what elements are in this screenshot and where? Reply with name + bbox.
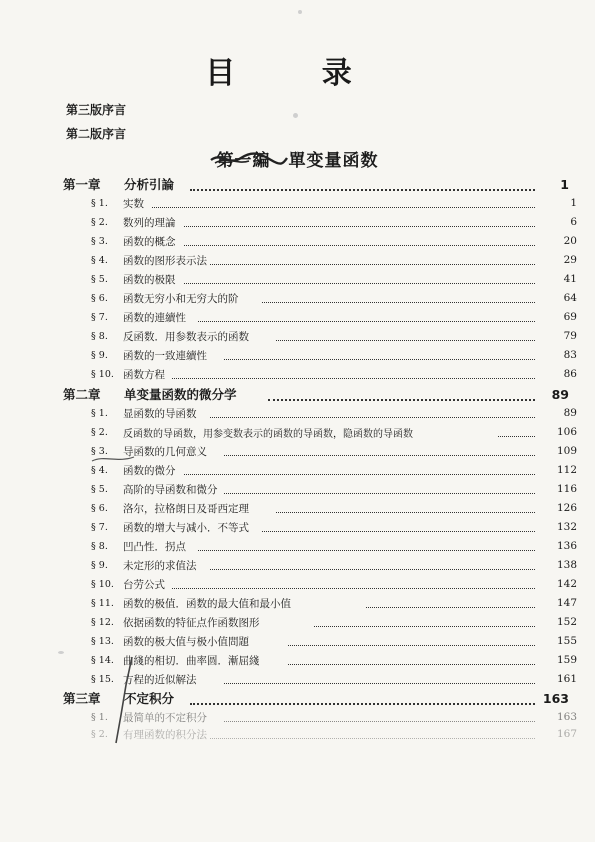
section-number: § 14.	[91, 654, 114, 666]
toc-section[interactable]	[0, 556, 595, 574]
toc-section[interactable]	[0, 518, 595, 536]
page-number: 79	[563, 330, 577, 342]
part-title	[213, 146, 383, 171]
section-label: 最简单的不定积分	[123, 711, 207, 724]
page-number: 83	[563, 349, 577, 361]
section-label: 函数的增大与减小．不等式	[123, 521, 249, 534]
page-number: 1	[560, 176, 569, 192]
section-label: 导函数的几何意义	[123, 445, 207, 458]
toc-section[interactable]	[0, 365, 595, 383]
page-number: 41	[563, 273, 577, 285]
section-number: § 7.	[91, 521, 108, 533]
toc-section[interactable]	[0, 632, 595, 650]
toc-chapter-1[interactable]	[0, 175, 595, 193]
section-label: 函数的极值．函数的最大值和最小值	[123, 597, 291, 610]
toc-section[interactable]	[0, 670, 595, 688]
section-number: § 6.	[91, 292, 108, 304]
page-number: 163	[542, 690, 569, 706]
section-number: § 1.	[91, 197, 108, 209]
chapter-number: 第二章	[63, 387, 101, 402]
dot-leader	[366, 605, 535, 608]
section-label: 有理函数的积分法	[123, 728, 207, 741]
section-label: 函数的一致連續性	[123, 349, 207, 362]
dot-leader	[262, 529, 535, 532]
page-number: 136	[556, 540, 577, 552]
chapter-label: 分析引論	[124, 177, 175, 192]
dot-leader	[190, 187, 535, 191]
section-label: 未定形的求值法	[123, 559, 197, 572]
section-number: § 2.	[91, 426, 108, 438]
chapter-label: 单变量函数的微分学	[124, 387, 237, 402]
page-number: 126	[556, 502, 577, 514]
dot-leader	[198, 319, 535, 322]
dot-leader	[184, 243, 535, 246]
dot-leader	[210, 736, 535, 739]
section-number: § 3.	[91, 235, 108, 247]
dot-leader	[198, 548, 535, 551]
section-label: 显函数的导函数	[123, 407, 197, 420]
page-number: 132	[556, 521, 577, 533]
section-label: 数列的理論	[123, 216, 176, 229]
section-number: § 12.	[91, 616, 114, 628]
section-number: § 7.	[91, 311, 108, 323]
toc-section[interactable]	[0, 651, 595, 669]
page-number: 112	[556, 464, 577, 476]
part-heading	[0, 146, 595, 171]
preface-second-edition[interactable]: 第二版序言	[66, 127, 127, 141]
section-label: 函数的图形表示法	[123, 254, 207, 267]
scan-speck	[298, 10, 302, 14]
section-label: 实数	[123, 197, 144, 210]
section-label: 函数的极限	[123, 273, 176, 286]
section-label: 依据函数的特征点作函数图形	[123, 616, 260, 629]
page-number: 138	[556, 559, 577, 571]
section-number: § 8.	[91, 330, 108, 342]
page-number: 161	[556, 673, 577, 685]
toc-section[interactable]	[0, 308, 595, 326]
page-number: 159	[556, 654, 577, 666]
page-number: 20	[563, 235, 577, 247]
page-number: 109	[556, 445, 577, 457]
section-number: § 4.	[91, 464, 108, 476]
dot-leader	[210, 262, 535, 265]
toc-section[interactable]	[0, 725, 595, 743]
section-number: § 15.	[91, 673, 114, 685]
part-title-text: 第一編 單变量函数	[216, 151, 379, 171]
page-number: 86	[563, 368, 577, 380]
section-number: § 3.	[91, 445, 108, 457]
toc-section[interactable]	[0, 404, 595, 422]
dot-leader	[268, 397, 535, 401]
toc-section[interactable]	[0, 213, 595, 231]
dot-leader	[224, 357, 535, 360]
dot-leader	[224, 491, 535, 494]
toc-section[interactable]	[0, 346, 595, 364]
dot-leader	[224, 453, 535, 456]
page-number: 69	[563, 311, 577, 323]
section-number: § 5.	[91, 483, 108, 495]
dot-leader	[288, 643, 535, 646]
dot-leader	[184, 224, 535, 227]
toc-section[interactable]	[0, 270, 595, 288]
page-number: 147	[556, 597, 577, 609]
section-number: § 11.	[91, 597, 114, 609]
section-label: 函数方程	[123, 368, 165, 381]
chapter-number: 第三章	[63, 691, 101, 706]
page-number: 1	[570, 197, 577, 209]
section-label: 洛尔，拉格朗日及哥西定理	[123, 502, 249, 515]
page-number: 152	[556, 616, 577, 628]
section-number: § 10.	[91, 578, 114, 590]
chapter-label: 不定积分	[124, 691, 175, 706]
dot-leader	[184, 281, 535, 284]
dot-leader	[262, 300, 535, 303]
dot-leader	[498, 434, 535, 437]
section-label: 台劳公式	[123, 578, 165, 591]
section-label: 函数的概念	[123, 235, 176, 248]
toc-section[interactable]	[0, 613, 595, 631]
page-number: 6	[570, 216, 577, 228]
dot-leader	[210, 567, 535, 570]
dot-leader	[184, 472, 535, 475]
section-label: 函数无穷小和无穷大的阶	[123, 292, 239, 305]
section-number: § 6.	[91, 502, 108, 514]
dot-leader	[224, 681, 535, 684]
dot-leader	[276, 510, 535, 513]
toc-section[interactable]	[0, 423, 595, 441]
section-number: § 5.	[91, 273, 108, 285]
dot-leader	[224, 719, 535, 722]
toc-section[interactable]	[0, 499, 595, 517]
toc-section[interactable]	[0, 480, 595, 498]
dot-leader	[172, 376, 535, 379]
toc-section[interactable]	[0, 594, 595, 612]
dot-leader	[210, 415, 535, 418]
toc-section[interactable]	[0, 194, 595, 212]
dot-leader	[152, 205, 535, 208]
page-number: 29	[563, 254, 577, 266]
dot-leader	[172, 586, 535, 589]
toc-chapter-3[interactable]	[0, 689, 595, 707]
page-number: 64	[563, 292, 577, 304]
section-number: § 1.	[91, 407, 108, 419]
section-label: 方程的近似解法	[123, 673, 197, 686]
page-number: 167	[556, 728, 577, 740]
scan-speck	[293, 113, 298, 118]
section-number: § 8.	[91, 540, 108, 552]
toc-section[interactable]	[0, 289, 595, 307]
pencil-mark	[112, 655, 136, 745]
page-number: 89	[563, 407, 577, 419]
scan-speck	[58, 651, 64, 654]
dot-leader	[276, 338, 535, 341]
page-number: 142	[556, 578, 577, 590]
page-number: 106	[556, 426, 577, 438]
toc-section[interactable]	[0, 232, 595, 250]
section-label: 函数的极大值与极小值問題	[123, 635, 249, 648]
section-label: 函数的微分	[123, 464, 176, 477]
section-label: 曲綫的相切．曲率圆．漸屈綫	[123, 654, 260, 667]
section-label: 凹凸性．拐点	[123, 540, 186, 553]
section-label: 高阶的导函数和微分	[123, 483, 218, 496]
dot-leader	[190, 701, 535, 705]
toc-section[interactable]	[0, 251, 595, 269]
section-number: § 13.	[91, 635, 114, 647]
chapter-number: 第一章	[63, 177, 101, 192]
section-number: § 9.	[91, 349, 108, 361]
page-title: 目 录	[205, 56, 390, 91]
toc-section[interactable]	[0, 575, 595, 593]
preface-third-edition[interactable]: 第三版序言	[66, 103, 127, 117]
section-number: § 9.	[91, 559, 108, 571]
toc-chapter-2[interactable]	[0, 385, 595, 403]
pencil-mark	[90, 452, 136, 464]
page-number: 155	[556, 635, 577, 647]
toc-section[interactable]	[0, 537, 595, 555]
page-number: 163	[556, 711, 577, 723]
toc-section[interactable]	[0, 327, 595, 345]
section-number: § 10.	[91, 368, 114, 380]
section-number: § 4.	[91, 254, 108, 266]
dot-leader	[314, 624, 535, 627]
section-number: § 1.	[91, 711, 108, 723]
section-label: 函数的連續性	[123, 311, 186, 324]
section-label: 反函数的导函数，用参变数表示的函数的导函数，隐函数的导函数	[123, 428, 413, 440]
section-label: 反函数．用参数表示的函数	[123, 330, 249, 343]
page-number: 89	[551, 386, 569, 402]
page-number: 116	[556, 483, 577, 495]
section-number: § 2.	[91, 216, 108, 228]
toc-section[interactable]	[0, 708, 595, 726]
dot-leader	[288, 662, 535, 665]
section-number: § 2.	[91, 728, 108, 740]
